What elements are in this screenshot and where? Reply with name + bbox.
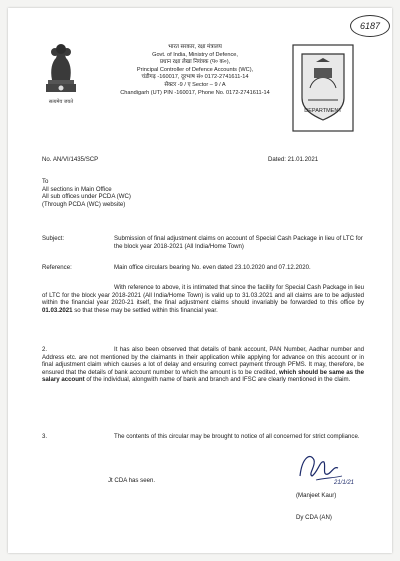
addressee-line: All sections in Main Office (42, 185, 112, 193)
header-line: प्रधान रक्षा लेखा नियंत्रक (प० क०), (159, 59, 231, 66)
addressee-line: To (42, 178, 49, 185)
jt-cda-seen-note: Jt CDA has seen. (108, 477, 156, 484)
signatory-designation: Dy CDA (AN) (296, 514, 332, 521)
addressee-line: (Through PCDA (WC) website) (42, 200, 126, 208)
letter-page (8, 8, 392, 553)
addressee-block (42, 178, 242, 208)
addressee-line: All sub offices under PCDA (WC) (42, 193, 131, 201)
reference-label: Reference: (42, 264, 72, 271)
office-header (98, 44, 292, 97)
header-line: भारत सरकार, रक्षा मंत्रालय (168, 44, 222, 50)
paragraph-1 (42, 284, 364, 314)
paragraph-2 (42, 346, 364, 384)
paragraph-2-number: 2. (42, 346, 48, 353)
department-logo-icon (292, 44, 354, 132)
deadline-date: 01.03.2021 (42, 306, 73, 314)
subject-text: Submission of final adjustment claims on account of Special Cash Package in lieu of LTC for the block year 2018-2021 (All India/Home Town) (114, 235, 363, 250)
header-line: Govt. of India, Ministry of Defence, (152, 51, 238, 58)
file-number: 6187 (359, 21, 381, 31)
header-line: चंडीगढ़ -160017, दूरभाष सं० 0172-2741611-14 (141, 74, 249, 81)
header-line: Principal Controller of Defence Accounts (WC), (136, 66, 254, 73)
emblem-motto: सत्यमेव जयते (48, 99, 74, 105)
file-number-stamp (350, 15, 390, 37)
signature-icon (294, 446, 356, 490)
reference-number: No. AN/VI/1435/SCP (42, 156, 99, 163)
header-line: Chandigarh (UT) PIN -160017, Phone No. 0172-2741611-14 (120, 89, 270, 96)
salary-account-note: which should be same as the salary account (42, 368, 364, 384)
paragraph-3-number: 3. (42, 433, 48, 440)
paragraph-3: The contents of this circular may be brought to notice of all concerned for strict compliance. (114, 433, 360, 440)
paragraph-2-text: It has also been observed that details of bank account, PAN Number, Aadhar number and Address etc. are not mentioned by the claimants in their application while applying for advance on this account or in final adjustment claim which causes a lot of delay and ensuring correct payment through PFMS. It may, therefore, be ensured that the details of bank account number to which the amount is to be credited, (42, 346, 364, 376)
paragraph-1-text-end: so that these may be settled within this financial year. (72, 306, 218, 314)
header-line: सेक्टर -9 / ए Sector – 9 / A (164, 81, 226, 88)
reference-text: Main office circulars bearing No. even dated 23.10.2020 and 07.12.2020. (114, 264, 311, 271)
logo-caption: DEPARTMENT (304, 108, 342, 114)
subject-label: Subject: (42, 235, 65, 242)
paragraph-2-text-end: of the individual, alongwith name of bank and branch and IFSC are clearly mentioned in the claim. (84, 376, 351, 384)
letter-date: Dated: 21.01.2021 (268, 156, 319, 163)
signatory-name: (Manjeet Kaur) (296, 492, 337, 499)
paragraph-1-text: With reference to above, it is intimated that since the facility for Special Cash Package in lieu of LTC for the block year 2018-2021 (All India/Home Town) is valid up to 31.03.2021 and all claims are to be adjusted within the financial year 2020-21 itself, the final adjustment claims should invariably be forwarded to this office by (42, 284, 364, 307)
signature-date: 21/1/21 (334, 480, 355, 486)
national-emblem-icon (40, 40, 82, 96)
